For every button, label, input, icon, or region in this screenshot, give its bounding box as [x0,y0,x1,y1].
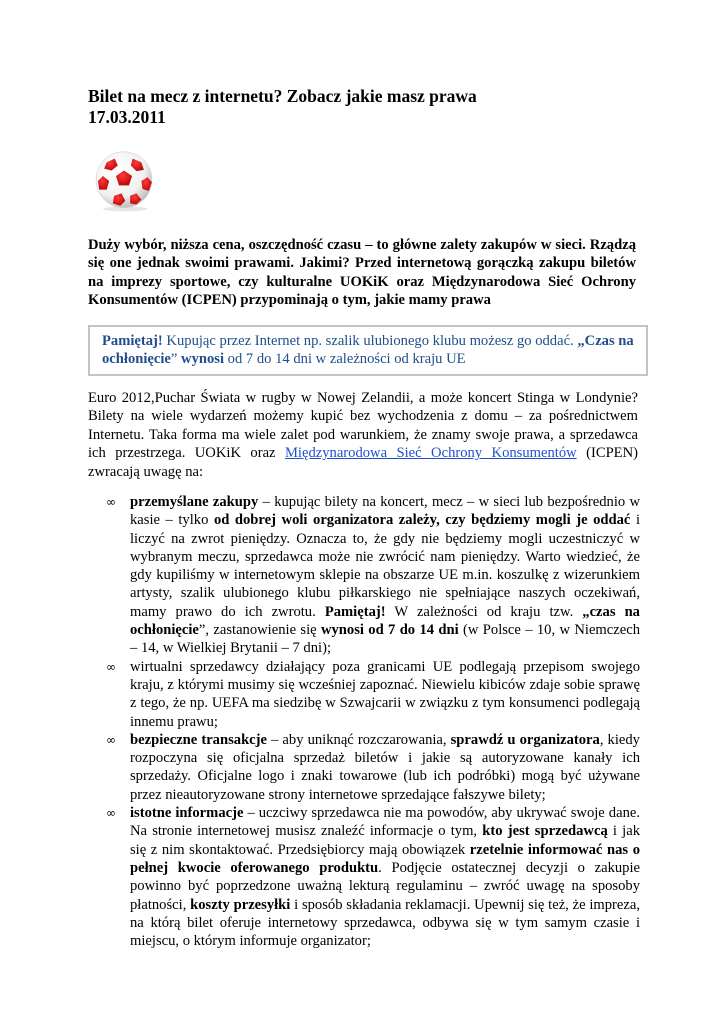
item-text: – kupując bilety na koncert, mecz – w sieci lub bezpośrednio w kasie – tylko [130,494,640,529]
item-strong: przemyślane zakupy [130,494,259,510]
infinity-bullet-icon: ∞ [106,659,116,674]
intro-text: Euro 2012,Puchar Świata w rugby w Nowej Zelandii, a może koncert Stinga w Londynie? Bilety na wiele wydarzeń możemy kupić bez wychodzenia z domu – za pośrednictwem Internetu. Taka forma ma wiele zalet pod warunkiem, że znamy swoje prawa, a sprzedawca ich przestrzega. UOKiK oraz [88,390,638,462]
item-strong: bezpieczne transakcje [130,731,267,748]
lead-paragraph: Duży wybór, niższa cena, oszczędność czasu – to główne zalety zakupów w sieci. Rządzą się one jednak swoimi prawami. Jakimi? Przed internetową gorączką zakupu biletów na imprezy sportowe, czy kulturalne UOKiK oraz Międzynarodowa Sieć Ochrony Konsumentów (ICPEN) przypominają o tym, jakie mamy prawa [88,237,636,308]
article-header [88,86,477,128]
intro-text: (ICPEN) zwracają uwagę na: [88,445,638,480]
item-text: . Podjęcie ostatecznej decyzji o zakupie powinno być poprzedzone uważną lekturą regulaminu – zwróć uwagę na sposoby płatności, [130,859,640,913]
tips-list [88,493,640,950]
item-strong: kto jest sprzedawcą [482,823,608,840]
list-item-safe-transactions [88,731,640,804]
item-strong: istotne informacje [130,805,244,822]
item-text: i jak się z nim skontaktować. Przedsiębiorcy mają obowiązek [130,823,640,858]
item-strong: od dobrej woli organizatora zależy, czy będziemy mogli je oddać [213,512,631,529]
article-date: 17.03.2011 [88,107,166,127]
item-text: i sposób składania reklamacji. Upewnij się też, że impreza, na którą bilet oferuje internetowy sprzedawca, odbywa się w tym samym czasie i miejscu, o którym informuje organizator; [130,896,640,950]
item-strong: rzetelnie informować nas o pełnej kwocie oferowanego produktu [130,841,640,876]
item-strong: Pamiętaj! [324,603,386,620]
item-text: ”, zastanowienie się [198,622,321,639]
infinity-bullet-icon: ∞ [106,806,116,821]
item-text: (w Polsce – 10, w Niemczech – 14, w Wielkiej Brytanii – 7 dni); [130,622,640,657]
item-text: i liczyć na zwrot pieniędzy. Oznacza to, że gdy nie będziemy mogli uczestniczyć w wybranym meczu, sprzedawca może nie zwrócić nam pieniędzy. Warto wiedzieć, że gdy kupiliśmy w internetowym sklepie na obszarze UE m.in. koszulkę z wizerunkiem artysty, szalik ulubionego klubu piłkarskiego nie spełniające naszych oczekiwań, mamy prawo do ich zwrotu. [130,512,641,620]
infinity-bullet-icon: ∞ [106,495,116,509]
infinity-bullet-icon: ∞ [106,732,116,747]
item-text: – aby uniknąć rozczarowania, [267,731,451,748]
item-strong: wynosi od 7 do 14 dni [320,622,459,639]
item-strong: koszty przesyłki [190,896,291,913]
callout-strong-remember: Pamiętaj! [102,333,163,349]
item-strong: sprawdź u organizatora [450,731,600,748]
callout-text: Kupując przez Internet np. szalik ulubionego klubu możesz go oddać. [162,333,578,349]
list-item-considered-purchases [88,493,640,658]
intro-paragraph [88,389,638,481]
item-text: – uczciwy sprzedawca nie ma powodów, aby ukrywać swoje dane. Na stronie internetowej musisz znaleźć informacje o tym, [130,805,640,840]
soccer-ball-icon [93,150,155,212]
item-strong: „czas na ochłonięcie [130,603,640,639]
item-text: wirtualni sprzedawcy działający poza granicami UE podlegają przepisom swojego kraju, z którymi musimy się wcześniej zapoznać. Niewielu kibiców zdaje sobie sprawę z tego, że np. UEFA ma siedzibę w Szwajcarii w związku z tym konsumenci podlegają innemu prawu; [130,658,640,730]
callout-text: ” [170,351,182,368]
list-item-virtual-sellers [88,658,640,731]
callout-strong-cooling-off: „Czas na ochłonięcie [102,333,634,368]
reminder-callout [88,325,648,376]
callout-strong-lasts: wynosi [181,351,225,368]
article-title: Bilet na mecz z internetu? Zobacz jakie masz prawa [88,86,477,106]
item-text: , kiedy rozpoczyna się oficjalna sprzedaż biletów i jakie są autoryzowane kanały ich sprzedaży. Oficjalne logo i znaki towarowe (lub ich podróbki) mogą być używane przez nieautoryzowane strony internetowe sprzedające fałszywe bilety; [130,731,640,803]
item-text: W zależności od kraju tzw. [385,603,583,620]
icpen-link[interactable]: Międzynarodowa Sieć Ochrony Konsumentów [284,445,577,462]
callout-text: od 7 do 14 dni w zależności od kraju UE [224,351,466,368]
list-item-essential-information [88,804,640,950]
